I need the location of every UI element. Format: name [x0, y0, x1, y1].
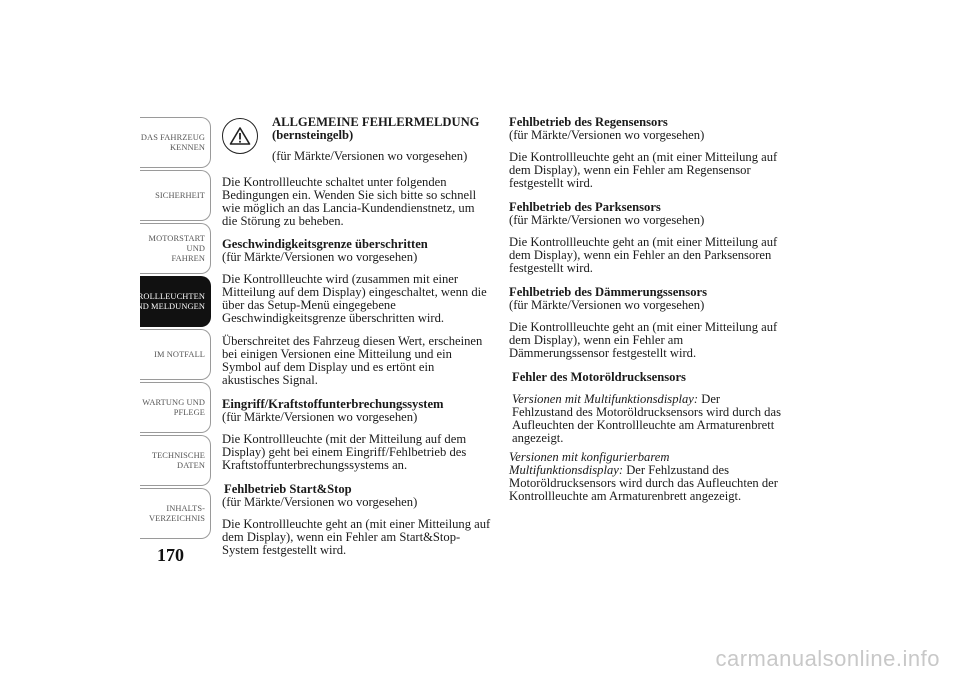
rain-section	[509, 116, 784, 190]
startstop-paragraph: Die Kontrollleuchte geht an (mit einer Mitteilung auf dem Display), wenn ein Fehler am Start&Stop-System festgestellt wird.	[222, 517, 491, 557]
tab-inhaltsverzeichnis[interactable]: INHALTS- VERZEICHNIS	[140, 488, 211, 539]
intro-paragraph: Die Kontrollleuchte schaltet unter folgenden Bedingungen ein. Wenden Sie sich bitte so schnell wie möglich an das Lancia-Kundendienstnetz, um die Störung zu beheben.	[222, 175, 477, 228]
tab-das-fahrzeug-kennen[interactable]: DAS FAHRZEUG KENNEN	[140, 117, 211, 168]
rain-note: (für Märkte/Versionen wo vorgesehen)	[509, 128, 705, 142]
oil-title: Fehler des Motoröldrucksensors	[512, 370, 686, 384]
fuel-title: Eingriff/Kraftstoffunterbrechungssystem	[222, 397, 444, 411]
chapter-tabs	[114, 117, 211, 541]
right-column	[509, 116, 784, 514]
park-title: Fehlbetrieb des Parksensors	[509, 200, 661, 214]
oil-paragraph-1	[512, 393, 784, 445]
startstop-note: (für Märkte/Versionen wo vorgesehen)	[222, 495, 418, 509]
oil-section	[509, 371, 784, 503]
tab-im-notfall[interactable]: IM NOTFALL	[140, 329, 211, 380]
page-number: 170	[157, 545, 184, 565]
left-column	[222, 116, 492, 568]
tab-sicherheit[interactable]: SICHERHEIT	[140, 170, 211, 221]
rain-title: Fehlbetrieb des Regensensors	[509, 115, 668, 129]
speed-note: (für Märkte/Versionen wo vorgesehen)	[222, 250, 418, 264]
fuel-note: (für Märkte/Versionen wo vorgesehen)	[222, 410, 418, 424]
twilight-section	[509, 286, 784, 360]
startstop-title: Fehlbetrieb Start&Stop	[224, 482, 352, 496]
general-warning-note: (für Märkte/Versionen wo vorgesehen)	[272, 149, 468, 163]
warning-triangle-icon	[222, 118, 258, 154]
general-warning-color: (bernsteingelb)	[272, 128, 354, 142]
general-warning-title: ALLGEMEINE FEHLERMELDUNG	[272, 115, 480, 129]
tab-technische-daten[interactable]: TECHNISCHE DATEN	[140, 435, 211, 486]
oil-version-1-label: Versionen mit Multifunktionsdisplay:	[512, 392, 699, 406]
oil-version-2-label: Versionen mit konfigurierbarem Multifunktionsdisplay:	[509, 450, 670, 477]
twilight-paragraph: Die Kontrollleuchte geht an (mit einer Mitteilung auf dem Display), wenn ein Fehler am Dämmerungssensor festgestellt wird.	[509, 320, 778, 360]
tab-kontrollleuchten-und-meldungen[interactable]: KONTROLLLEUCHTEN UND MELDUNGEN	[140, 276, 211, 327]
general-warning-header	[222, 116, 492, 172]
twilight-note: (für Märkte/Versionen wo vorgesehen)	[509, 298, 705, 312]
park-note: (für Märkte/Versionen wo vorgesehen)	[509, 213, 705, 227]
fuel-section	[222, 398, 492, 472]
watermark: carmanualsonline.info	[715, 646, 940, 671]
tab-motorstart-und-fahren[interactable]: MOTORSTART UND FAHREN	[140, 223, 211, 274]
fuel-paragraph: Die Kontrollleuchte (mit der Mitteilung auf dem Display) geht bei einem Eingriff/Fehlbetrieb des Kraftstoffunterbrechungssystems an.	[222, 432, 467, 472]
twilight-title: Fehlbetrieb des Dämmerungssensors	[509, 285, 707, 299]
park-paragraph: Die Kontrollleuchte geht an (mit einer Mitteilung auf dem Display), wenn ein Fehler an den Parksensoren festgestellt wird.	[509, 235, 778, 275]
speed-section	[222, 238, 492, 387]
oil-version-2-text: Der Fehlzustand des Motoröldrucksensors wird durch das Aufleuchten der Kontrollleuchte am Armaturenbrett angezeigt.	[509, 463, 778, 503]
speed-paragraph-2: Überschreitet des Fahrzeug diesen Wert, erscheinen bei einigen Versionen eine Mitteilung und ein Symbol auf dem Display und es ertönt ein akustisches Signal.	[222, 334, 483, 387]
speed-paragraph-1: Die Kontrollleuchte wird (zusammen mit einer Mitteilung auf dem Display) eingeschaltet, wenn die über das Setup-Menü eingegebene Geschwindigkeitsgrenze überschritten wird.	[222, 272, 487, 325]
rain-paragraph: Die Kontrollleuchte geht an (mit einer Mitteilung auf dem Display), wenn ein Fehler am Regensensor festgestellt wird.	[509, 150, 778, 190]
tab-wartung-und-pflege[interactable]: WARTUNG UND PFLEGE	[140, 382, 211, 433]
oil-paragraph-2	[509, 451, 784, 503]
speed-title: Geschwindigkeitsgrenze überschritten	[222, 237, 428, 251]
startstop-section	[222, 483, 492, 557]
oil-version-1-text: Der Fehlzustand des Motoröldrucksensors wird durch das Aufleuchten der Kontrollleuchte am Armaturenbrett angezeigt.	[512, 392, 781, 445]
park-section	[509, 201, 784, 275]
